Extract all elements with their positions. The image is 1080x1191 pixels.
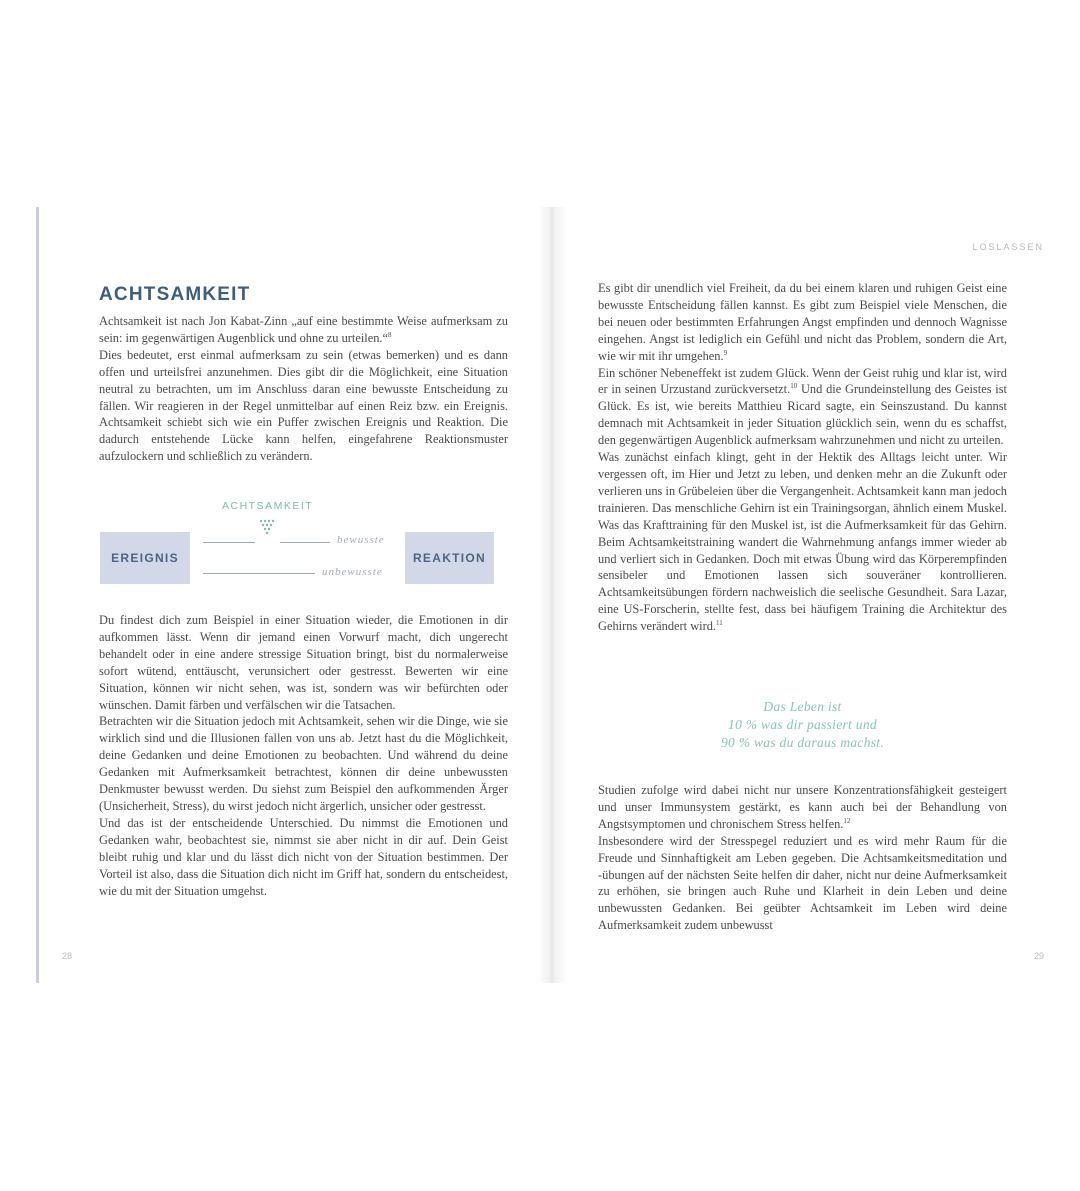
quote-line: 90 % was du daraus machst.: [720, 735, 885, 750]
running-head: LOSLASSEN: [972, 242, 1044, 252]
diagram-title: ACHTSAMKEIT: [222, 500, 314, 512]
paragraph-text: Es gibt dir unendlich viel Freiheit, da du bei einem klaren und ruhigen Geist eine bewusste Entscheidung fällen kannst. Es gibt zum Beispiel viele Menschen, die bei neuen oder bestimmten Erfahrungen Angst empfinden und dennoch Wagnisse eingehen. Angst ist lediglich ein Gefühl und nicht das Problem, sondern die Art, wie wir mit ihr umgehen.: [598, 281, 1007, 363]
paragraph-text: Studien zufolge wird dabei nicht nur unsere Konzentrationsfähigkeit gesteigert und unser Immunsystem gestärkt, es kann auch bei der Behandlung von Angstsymptomen und chronischem Stress helfen.: [598, 783, 1007, 831]
left-body-text: [99, 612, 508, 899]
page-number-right: 29: [1034, 951, 1045, 961]
paragraph: [99, 313, 508, 347]
pull-quote: [598, 698, 1007, 752]
paragraph-text: Achtsamkeit ist nach Jon Kabat-Zinn „auf eine bestimmte Weise aufmerksam zu sein: im gegenwärtigen Augenblick und ohne zu urteilen.“: [99, 314, 508, 345]
paragraph: [598, 365, 1007, 450]
footnote-marker: 8: [388, 330, 392, 339]
book-gutter: [538, 207, 566, 983]
footnote-marker: 9: [723, 348, 728, 357]
lower-path-label: unbewusste: [322, 566, 383, 578]
reaktion-box: REAKTION: [405, 532, 494, 584]
upper-line-left: [203, 542, 255, 543]
ereignis-box: EREIGNIS: [100, 532, 190, 584]
right-top-text: [598, 280, 1007, 635]
paragraph: [598, 280, 1007, 365]
upper-path-label: bewusste: [337, 534, 385, 546]
paragraph: [598, 782, 1007, 833]
paragraph: Betrachten wir die Situation jedoch mit Achtsamkeit, sehen wir die Dinge, wie sie wirklich sind und die Illusionen fallen von uns ab. Jetzt hast du die Möglichkeit, deine Gedanken und deine Emotionen zu beobachten. Und während du deine Gedanken mit Aufmerksamkeit betrachtest, können dir deine unbewussten Denkmuster bewusst werden. Du siehst zum Beispiel den aufkommenden Ärger (Unsicherheit, Stress), du wirst jedoch nicht ärgerlich, unsicher oder gestresst.: [99, 714, 508, 813]
paragraph: Du findest dich zum Beispiel in einer Situation wieder, die Emotionen in dir aufkommen lässt. Wenn dir jemand einen Vorwurf macht, dich ungerecht behandelt oder in eine andere stressige Situation bringt, bist du normalerweise sofort wütend, enttäuscht, verunsichert oder gestresst. Bewerten wir eine Situation, können wir nicht sehen, was ist, sondern was wir befürchten oder wünschen. Damit färben und verfälschen wir die Tatsachen.: [99, 613, 508, 712]
paragraph-text: Ein schöner Nebeneffekt ist zudem Glück. Wenn der Geist ruhig und klar ist, wird er in seinen Urzustand zurückversetzt.: [598, 365, 1007, 397]
footnote-marker: 10: [790, 382, 798, 391]
paragraph-text: Was zunächst einfach klingt, geht in der Hektik des Alltags leicht unter. Wir vergessen oft, im Hier und Jetzt zu leben, und denken mehr an die Zukunft oder verlieren uns in Grübeleien über die Vergangenheit. Achtsamkeit kann man jedoch trainieren. Das menschliche Gehirn ist ein Trainingsorgan, ähnlich einem Muskel. Was das Krafttraining für den Muskel ist, ist die Aufmerksamkeit für das Gehirn. Beim Achtsamkeitstraining wandert die Wahrnehmung anfangs immer wieder ab und verliert sich in Gedanken. Doch mit etwas Übung wird das Körperempfinden sensibeler und Emotionen lassen sich souveräner kontrollieren. Achtsamkeitsübungen fördern nachweislich die seelische Gesundheit. Sara Lazar, eine US-Forscherin, stellte fest, dass bei häufigem Training die Architektur des Gehirns verändert wird.: [598, 450, 1007, 634]
right-bottom-text: [598, 782, 1007, 934]
left-intro-text: [99, 313, 508, 465]
paragraph: Insbesondere wird der Stresspegel reduziert und es wird mehr Raum für die Freude und Sinnhaftigkeit am Leben gegeben. Die Achtsamkeitsmeditation und -übungen auf der nächsten Seite helfen dir daher, nicht nur deine Aufmerksamkeit zu erhöhen, sie bringen auch Ruhe und Klarheit in dein Leben und deine unbewussten Gedanken. Bei geübter Achtsamkeit im Leben wird deine Aufmerksamkeit zudem unbewusst: [598, 833, 1007, 933]
paragraph: Dies bedeutet, erst einmal aufmerksam zu sein (etwas bemerken) und es dann offen und urteilsfrei anzunehmen. Dies gibt dir die Möglichkeit, eine Situation neutral zu betrachten, um im Anschluss daran eine bewusste Entscheidung zu fällen. Wir reagieren in der Regel unmittelbar auf einen Reiz bzw. ein Ereignis. Achtsamkeit schiebt sich wie ein Puffer zwischen Ereignis und Reaktion. Die dadurch entstehende Lücke kann helfen, eingefahrene Reaktionsmuster aufzulockern und schließlich zu verändern.: [99, 347, 508, 464]
paragraph: [598, 449, 1007, 635]
paragraph: Und das ist der entscheidende Unterschied. Du nimmst die Emotionen und Gedanken wahr, beobachtest sie, nimmst sie aber nicht in dir auf. Dein Geist bleibt ruhig und klar und du lässt dich nicht von der Situation bestimmen. Der Vorteil ist also, dass die Situation dich nicht im Griff hat, sondern du entscheidest, wie du mit der Situation umgehst.: [99, 815, 508, 898]
quote-line: Das Leben ist: [763, 699, 842, 714]
paragraph-text: Und die Grundeinstellung des Geistes ist Glück. Es ist, wie bereits Matthieu Ricard sagte, ein Seinszustand. Du kannst demnach mit Achtsamkeit in jeder Situation glücklich sein, wenn du es schaffst, den gegenwärtigen Augenblick aufmerksam wahrzunehmen und nicht zu urteilen.: [598, 382, 1007, 448]
funnel-dots-icon: [258, 518, 278, 538]
page-number-left: 28: [62, 951, 73, 961]
left-page-edge: [36, 207, 39, 983]
section-heading: ACHTSAMKEIT: [99, 284, 251, 305]
footnote-marker: 12: [843, 816, 851, 825]
quote-line: 10 % was dir passiert und: [728, 717, 877, 732]
upper-line-right: [280, 542, 330, 543]
footnote-marker: 11: [716, 619, 723, 627]
lower-line: [203, 573, 315, 574]
